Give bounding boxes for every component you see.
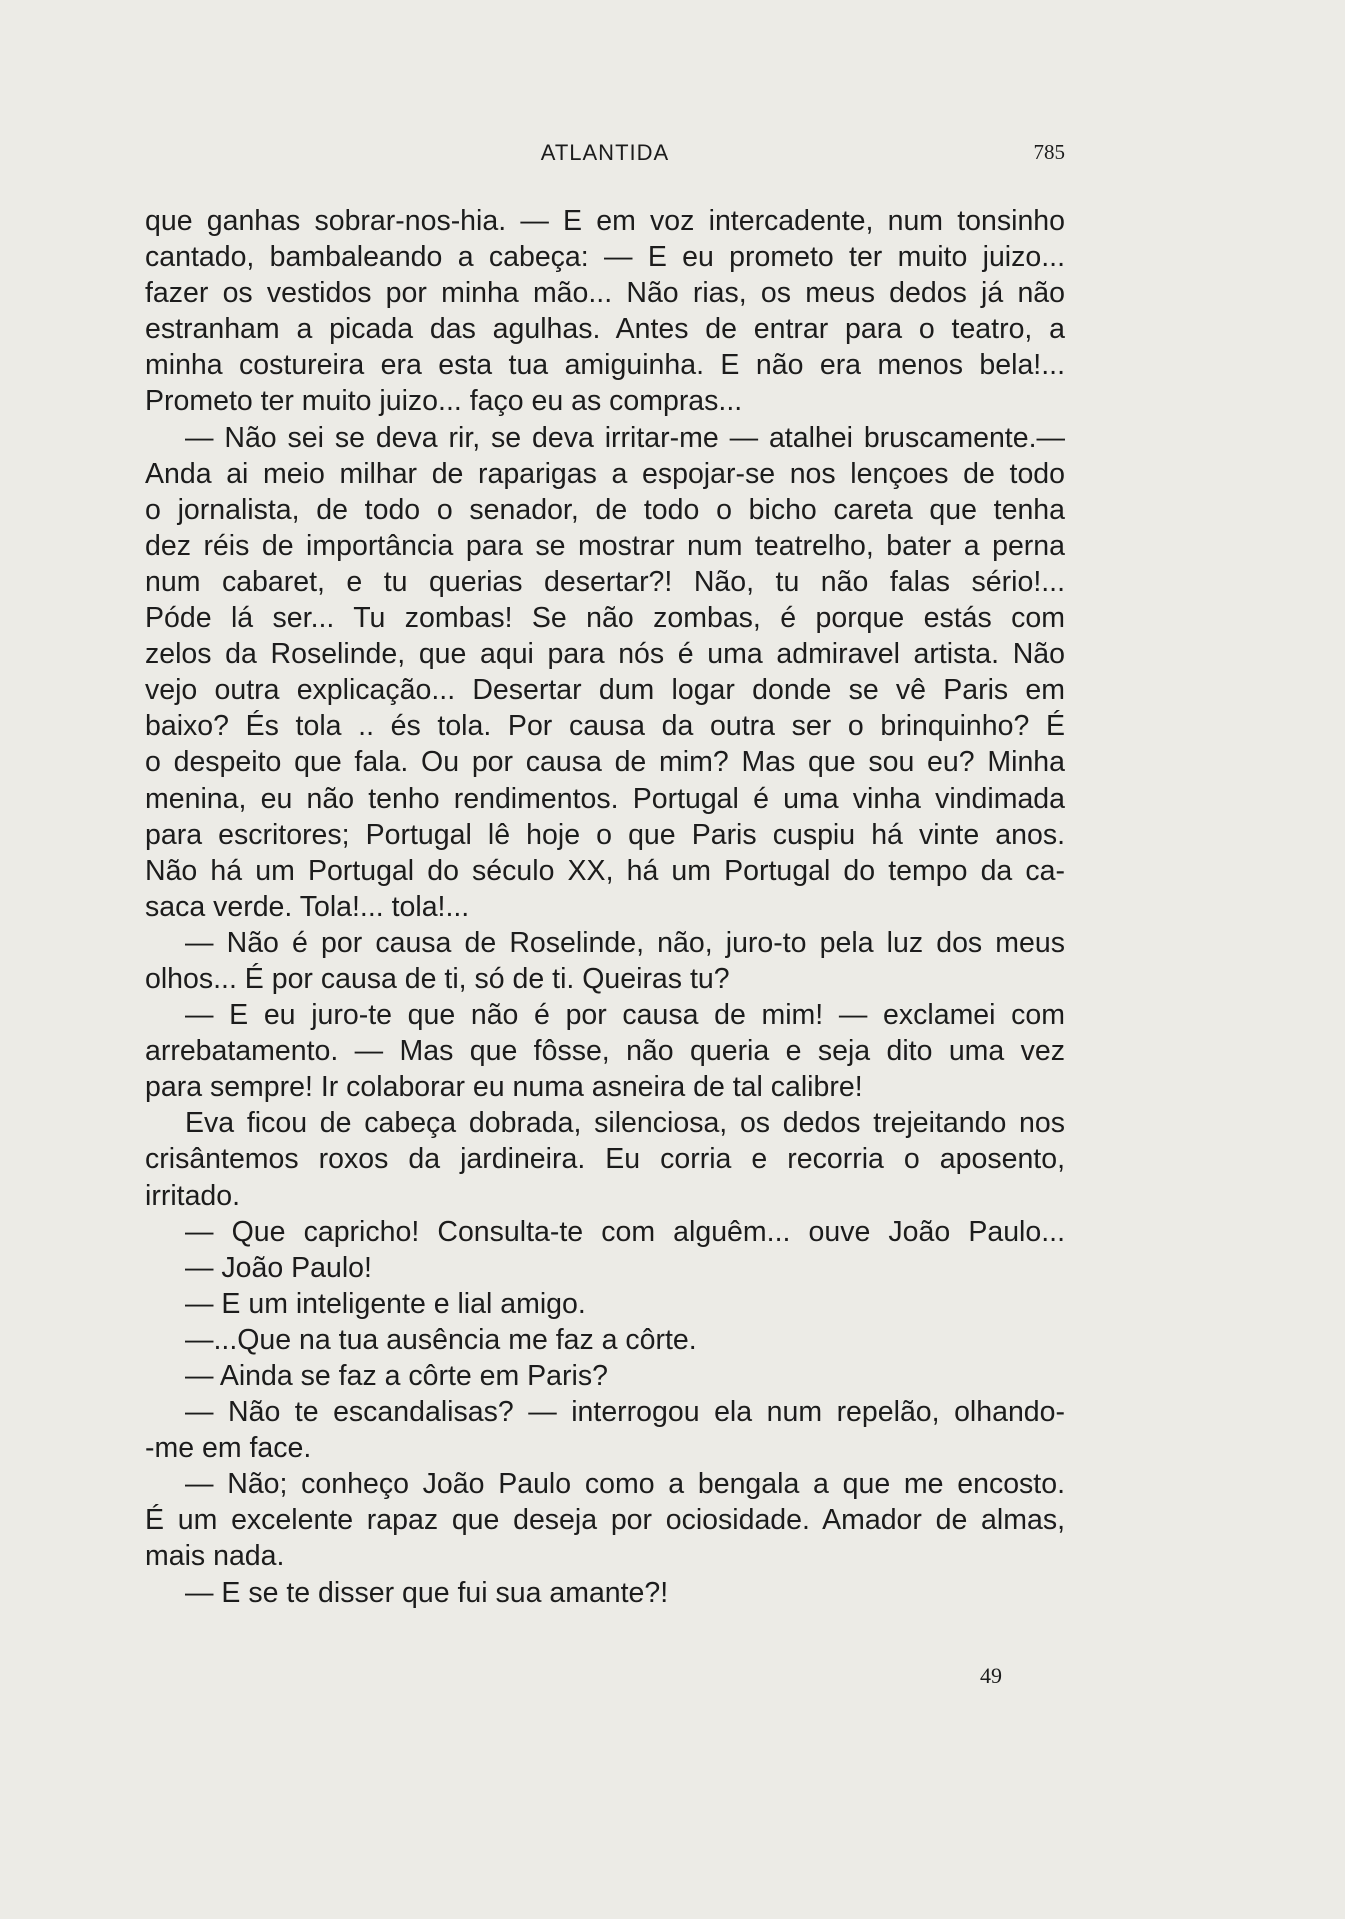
text-line: num cabaret, e tu querias desertar?! Não, tu não falas sério!...	[145, 565, 1065, 598]
text-line: — E eu juro-te que não é por causa de mim! — exclamei com	[185, 999, 1065, 1032]
text-line: — João Paulo!	[185, 1251, 372, 1284]
text-line: — Que capricho! Consulta-te com alguêm... ouve João Paulo...	[185, 1215, 1065, 1248]
page-header	[145, 140, 1065, 172]
text-line: — E se te disser que fui sua amante?!	[185, 1576, 669, 1609]
text-line: arrebatamento. — Mas que fôsse, não queria e seja dito uma vez	[145, 1035, 1065, 1068]
body-text	[145, 203, 1065, 1611]
text-line: — Não é por causa de Roselinde, não, juro-to pela luz dos meus	[185, 926, 1065, 959]
text-line: mais nada.	[145, 1540, 285, 1573]
text-line: fazer os vestidos por minha mão... Não rias, os meus dedos já não	[145, 277, 1065, 310]
text-line: — Não; conheço João Paulo como a bengala a que me encosto.	[185, 1468, 1065, 1501]
text-line: irritado.	[145, 1179, 241, 1212]
text-line: o despeito que fala. Ou por causa de mim? Mas que sou eu? Minha	[145, 746, 1065, 779]
text-line: vejo outra explicação... Desertar dum logar donde se vê Paris em	[145, 674, 1065, 707]
running-title: ATLANTIDA	[540, 140, 670, 165]
text-line: o jornalista, de todo o senador, de todo o bicho careta que tenha	[145, 493, 1065, 526]
text-line: Póde lá ser... Tu zombas! Se não zombas, é porque estás com	[145, 602, 1065, 635]
text-line: estranham a picada das agulhas. Antes de entrar para o teatro, a	[145, 313, 1065, 346]
text-line: dez réis de importância para se mostrar num teatrelho, bater a perna	[145, 529, 1065, 562]
text-line: Eva ficou de cabeça dobrada, silenciosa, os dedos trejeitando nos	[185, 1107, 1065, 1140]
text-line: Não há um Portugal do século XX, há um Portugal do tempo da ca-	[145, 854, 1065, 887]
text-line: minha costureira era esta tua amiguinha. E não era menos bela!...	[145, 349, 1065, 382]
text-line: Anda ai meio milhar de raparigas a espojar-se nos lençoes de todo	[145, 457, 1065, 490]
text-line: zelos da Roselinde, que aqui para nós é uma admiravel artista. Não	[145, 638, 1065, 671]
text-line: que ganhas sobrar-nos-hia. — E em voz intercadente, num tonsinho	[145, 205, 1065, 237]
text-line: olhos... É por causa de ti, só de ti. Queiras tu?	[145, 962, 730, 995]
text-line: — Ainda se faz a côrte em Paris?	[185, 1360, 608, 1392]
text-line: — Não sei se deva rir, se deva irritar-me — atalhei bruscamente.—	[185, 421, 1065, 454]
text-line: É um excelente rapaz que deseja por ociosidade. Amador de almas,	[145, 1504, 1065, 1537]
text-line: —...Que na tua ausência me faz a côrte.	[185, 1323, 697, 1356]
text-line: para sempre! Ir colaborar eu numa asneira de tal calibre!	[145, 1071, 863, 1104]
text-line: -me em face.	[145, 1432, 312, 1465]
signature-folio: 49	[980, 1663, 1002, 1688]
text-line: cantado, bambaleando a cabeça: — E eu prometo ter muito juizo...	[145, 241, 1065, 274]
text-line: para escritores; Portugal lê hoje o que Paris cuspiu há vinte anos.	[145, 818, 1065, 851]
text-line: saca verde. Tola!... tola!...	[145, 890, 470, 923]
text-line: crisântemos roxos da jardineira. Eu corria e recorria o aposento,	[145, 1143, 1065, 1176]
text-line: — E um inteligente e lial amigo.	[185, 1287, 586, 1320]
text-line: Prometo ter muito juizo... faço eu as compras...	[145, 385, 743, 418]
text-line: — Não te escandalisas? — interrogou ela num repelão, olhando-	[185, 1396, 1065, 1429]
text-line: baixo? És tola .. és tola. Por causa da outra ser o brinquinho? É	[145, 710, 1065, 743]
page-number: 785	[1033, 140, 1065, 164]
text-line: menina, eu não tenho rendimentos. Portugal é uma vinha vindimada	[145, 782, 1065, 815]
